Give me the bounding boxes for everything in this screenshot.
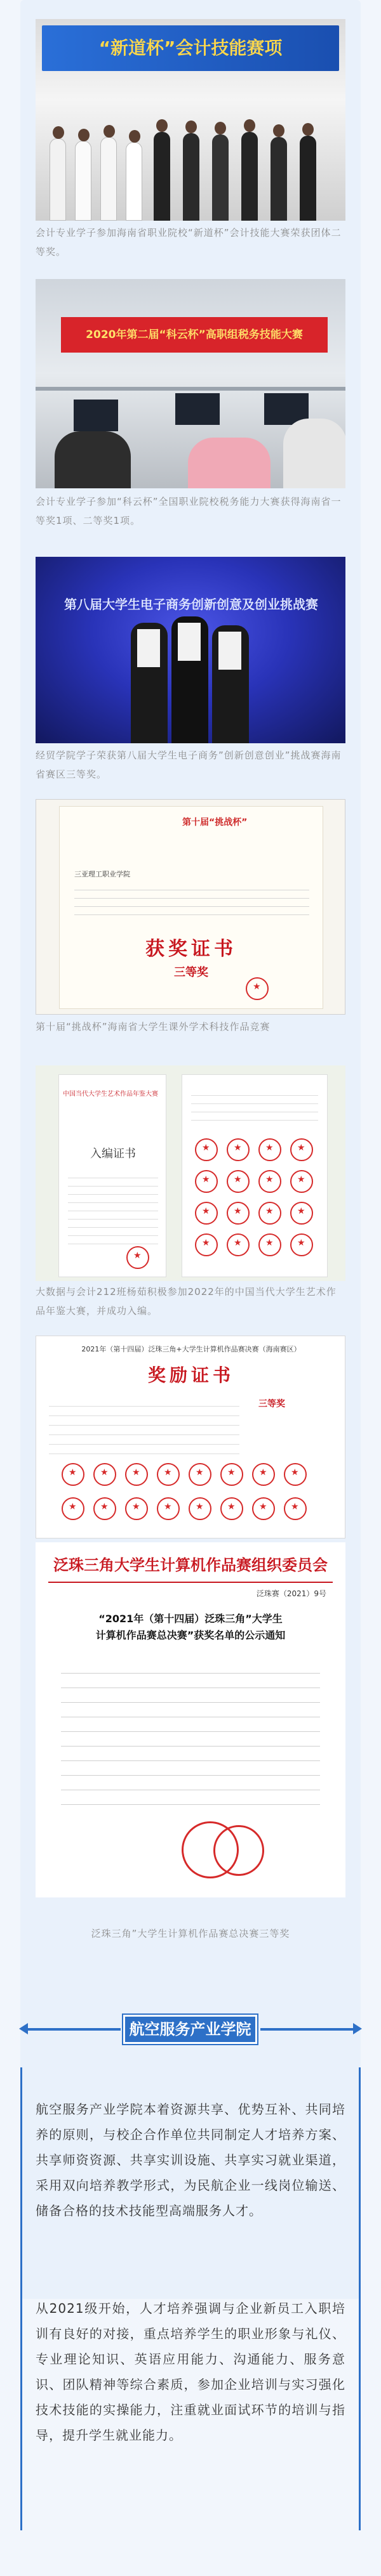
photo-ecommerce-contest (36, 557, 345, 743)
cert-title: 获奖证书 (145, 938, 237, 960)
cert-title: 入编证书 (90, 1147, 136, 1161)
photo-team-xindao (36, 19, 345, 221)
cert-event: 第十届“挑战杯” (182, 817, 248, 828)
cert-header: 中国当代大学生艺术作品年鉴大赛 (63, 1091, 158, 1098)
cert-org: 三亚理工职业学院 (74, 870, 130, 878)
cert-prize: 三等奖 (174, 966, 208, 979)
cert-title: 奖励证书 (147, 1365, 234, 1386)
caption-xindao: 会计专业学子参加海南省职业院校“新道杯”会计技能大赛荣获团体二等奖。 (36, 227, 342, 257)
banner-text: “新道杯”会计技能赛项 (98, 37, 283, 58)
photo-banner (61, 317, 328, 353)
section-title: 航空服务产业学院 (123, 2015, 257, 2044)
cert-prize: 三等奖 (258, 1399, 285, 1409)
caption-ecommerce: 经贸学院学子荣获第八届大学生电子商务”创新创意创业”挑战赛海南省赛区三等奖。 (36, 750, 342, 780)
caption-challenge-cup: 第十届“挑战杯”海南省大学生课外学术科技作品竞赛 (36, 1021, 271, 1032)
caption-yearbook: 大数据与会计212班杨茹积极参加2022年的中国当代大学生艺术作品年鉴大赛，并成功入编。 (36, 1286, 337, 1317)
notice-number: 泛珠赛（2021）9号 (256, 1589, 326, 1598)
photo-banner (42, 25, 339, 71)
certificate-computer-works (36, 1336, 345, 1538)
caption-computer-works: 泛珠三角”大学生计算机作品赛总决赛三等奖 (91, 1928, 290, 1939)
banner-text: 2020年第二届“科云杯”高职组税务技能大赛 (86, 329, 303, 341)
title-arrow-left (19, 2023, 28, 2034)
notice-title-1: “2021年（第十四届）泛珠三角”大学生 (98, 1613, 283, 1625)
certificate-yearbook (36, 1065, 345, 1281)
title-line-left (25, 2028, 121, 2031)
cert-header: 2021年（第十四届）泛珠三角+大学生计算机作品赛决赛（海南赛区） (81, 1345, 301, 1353)
intro-paragraph: 航空服务产业学院本着资源共享、优势互补、共同培养的原则，与校企合作单位共同制定人才培养方案、共享师资资源、共享实训设施、共享实习就业渠道，采用双向培养教学形式，为民航企业一线岗位输送、储备合格的技术技能型高端服务人才。 (36, 2102, 345, 2218)
right-rule (359, 2067, 361, 2530)
photo-keyun-contest (36, 279, 345, 488)
title-arrow-right (353, 2023, 362, 2034)
stage-text: 第八届大学生电子商务创新创意及创业挑战赛 (64, 597, 318, 612)
left-rule (20, 2067, 22, 2530)
caption-keyun: 会计专业学子参加“科云杯”全国职业院校税务能力大赛获得海南省一等奖1项、二等奖1项。 (36, 496, 342, 526)
training-paragraph: 从2021级开始，人才培养强调与企业新员工入职培训有良好的对接，重点培养学生的职业形象与礼仪、专业理论知识、英语应用能力、沟通能力、服务意识、团队精神等综合素质，参加企业培训与实习强化技术技能的实操能力，注重就业面试环节的培训与指导，提升学生就业能力。 (36, 2301, 345, 2443)
notice-document (36, 1542, 345, 1897)
notice-org: 泛珠三角大学生计算机作品赛组织委员会 (53, 1556, 328, 1574)
notice-title-2: 计算机作品赛总决赛”获奖名单的公示通知 (95, 1629, 286, 1641)
title-line-right (260, 2028, 356, 2031)
certificate-challenge-cup (36, 799, 345, 1015)
